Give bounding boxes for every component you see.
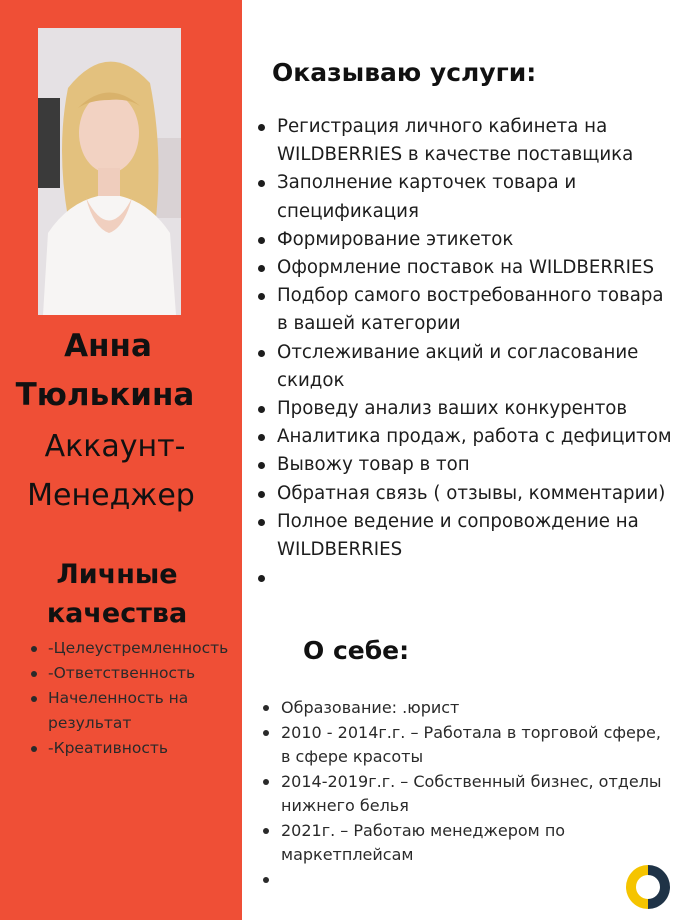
role-line2: Менеджер <box>27 478 195 513</box>
quality-item: Начеленность на результат <box>22 686 222 736</box>
service-item: Заполнение карточек товара и спецификация <box>256 169 674 225</box>
service-item: Формирование этикеток <box>256 226 674 254</box>
service-item: Полное ведение и сопровождение на WILDBERRIES <box>256 508 674 564</box>
role-line1: Аккаунт- <box>44 429 186 464</box>
quality-item: -Целеустремленность <box>22 636 222 661</box>
service-item: Обратная связь ( отзывы, комментарии) <box>256 480 674 508</box>
service-item: Подбор самого востребованного товара в вашей категории <box>256 282 674 338</box>
qualities-list <box>22 636 229 761</box>
left-panel <box>0 0 242 920</box>
quality-item: -Креативность <box>22 736 222 761</box>
about-item: 2010 - 2014г.г. – Работала в торговой сфере, в сфере красоты <box>261 721 673 770</box>
service-item: Регистрация личного кабинета на WILDBERRIES в качестве поставщика <box>256 113 674 169</box>
quality-item: -Ответственность <box>22 661 222 686</box>
name-last: Тюлькина <box>15 377 195 413</box>
service-item: Отслеживание акций и согласование скидок <box>256 339 674 395</box>
brand-logo-icon <box>623 862 673 912</box>
service-item: Проведу анализ ваших конкурентов <box>256 395 674 423</box>
service-item: Аналитика продаж, работа с дефицитом <box>256 423 674 451</box>
portrait-illustration <box>38 28 181 315</box>
service-item-empty <box>256 564 674 586</box>
about-item-empty <box>261 868 673 890</box>
about-list <box>261 696 673 890</box>
qualities-title-line1: Личные <box>56 559 178 590</box>
about-item: 2021г. – Работаю менеджером по маркетплейсам <box>261 819 673 868</box>
about-item: 2014-2019г.г. – Собственный бизнес, отделы нижнего белья <box>261 770 673 819</box>
about-title: О себе: <box>303 636 410 665</box>
service-item: Оформление поставок на WILDBERRIES <box>256 254 674 282</box>
services-list <box>256 113 674 586</box>
service-item: Вывожу товар в топ <box>256 451 674 479</box>
qualities-title-line2: качества <box>46 598 188 629</box>
name-first: Анна <box>64 328 152 364</box>
about-item: Образование: .юрист <box>261 696 673 721</box>
profile-photo <box>38 28 181 315</box>
services-title: Оказываю услуги: <box>272 58 537 87</box>
